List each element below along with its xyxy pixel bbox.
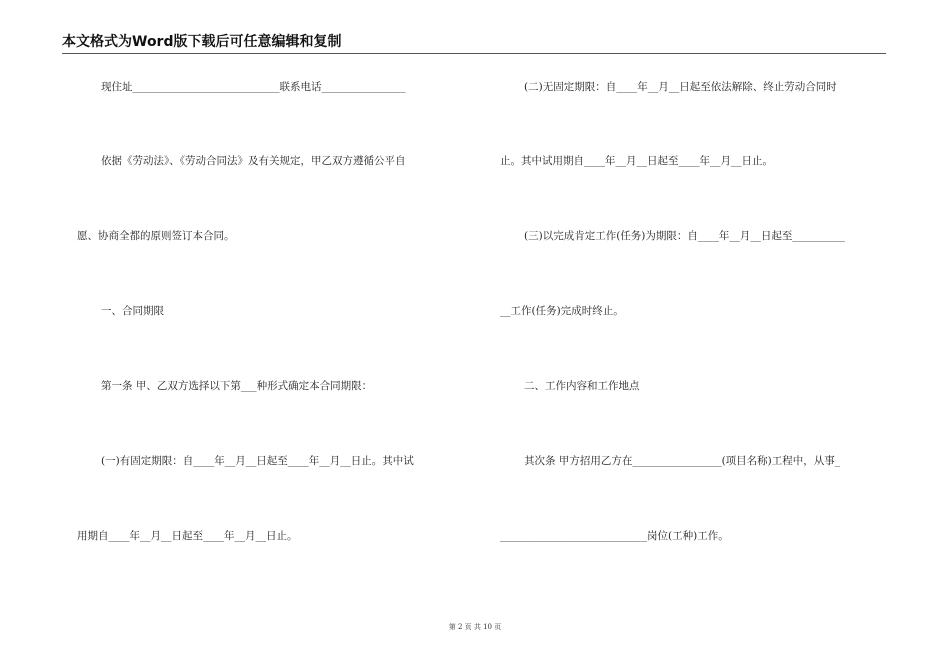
header-title: 本文格式为Word版下载后可任意编辑和复制	[62, 34, 342, 50]
right-line-task-end: __工作(任务)完成时终止。	[500, 305, 624, 317]
left-line-principle: 愿、协商全都的原则签订本合同。	[77, 230, 235, 242]
left-line-legal-basis: 依据《劳动法》、《劳动合同法》及有关规定，甲乙双方遵循公平自	[101, 155, 406, 167]
page-header	[62, 34, 886, 54]
right-line-section-work: 二、工作内容和工作地点	[524, 380, 640, 392]
right-line-open-term: (二)无固定期限：自____年__月__日起至依法解除、终止劳动合同时	[524, 81, 837, 93]
left-line-probation: 用期自____年__月__日起至____年__月__日止。	[77, 530, 298, 542]
page-footer: 第 2 页 共 10 页	[448, 623, 502, 631]
right-line-article-two: 其次条 甲方招用乙方在_________________(项目名称)工程中，从事_	[524, 455, 841, 467]
left-line-address: 现住址____________________________联系电话________________	[101, 81, 406, 93]
left-line-fixed-term: (一)有固定期限：自____年__月__日起至____年__月__日止。其中试	[101, 455, 414, 467]
right-line-position: ____________________________岗位(工种)工作。	[500, 530, 729, 542]
left-line-section-contract-term: 一、合同期限	[101, 305, 164, 317]
left-line-article-one: 第一条 甲、乙双方选择以下第___种形式确定本合同期限：	[101, 380, 373, 392]
right-line-task-term: (三)以完成肯定工作(任务)为期限：自____年__月__日起至__________	[524, 230, 845, 242]
right-line-open-term-probation: 止。其中试用期自____年__月__日起至____年__月__日止。	[500, 155, 773, 167]
